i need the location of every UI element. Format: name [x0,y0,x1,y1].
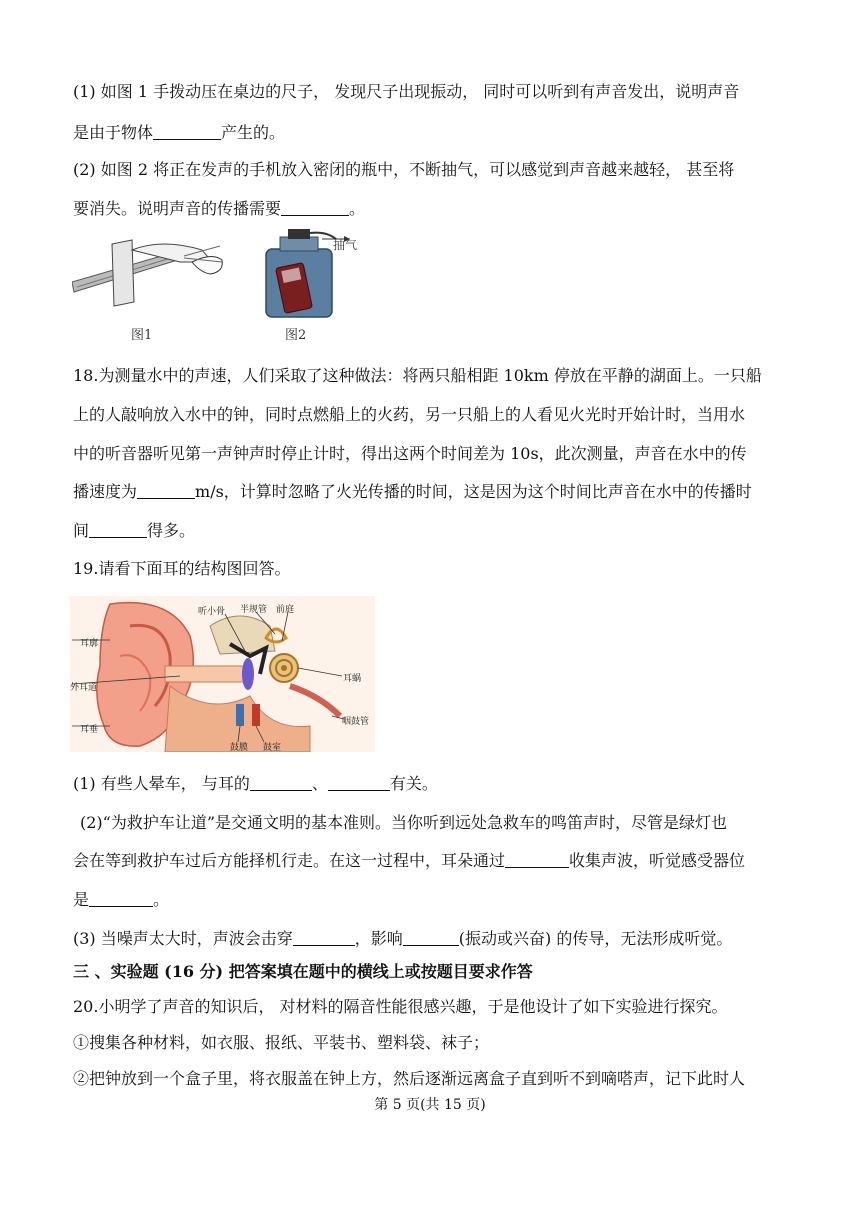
ear-label-eardrum: 鼓膜 [230,743,249,753]
q18-text-a: 播速度为 [73,482,138,501]
answer-blank[interactable] [293,929,355,946]
answer-blank[interactable] [137,482,195,499]
answer-blank[interactable] [89,890,153,907]
figure-1-caption: 图1 [131,328,153,343]
q17-p2-text-b: 。 [349,199,366,218]
answer-blank[interactable] [281,199,349,216]
answer-blank[interactable] [153,123,221,140]
q18-text-d: 得多。 [147,521,196,540]
figure-2-caption: 图2 [285,328,307,343]
q19-p1 [73,774,438,794]
q20-line3: ②把钟放到一个盒子里，将衣服盖在钟上方，然后逐渐远离盒子直到听不到嘀嗒声，记下此时人 [73,1069,746,1088]
q17-p2-line2 [73,199,365,219]
q19-p2-line3 [73,890,169,910]
q18-line2: 上的人敲响放入水中的钟，同时点燃船上的火药，另一只船上的人看见火光时开始计时，当用水 [73,405,746,424]
ear-label-eustachian: 咽鼓管 [342,717,370,727]
ear-label-canal: 外耳道 [70,683,98,693]
ear-label-auricle: 耳廓 [80,639,99,649]
q20-line1: 20.小明学了声音的知识后， 对材料的隔音性能很感兴趣，于是他设计了如下实验进行探究。 [73,997,728,1016]
ear-label-cochlea: 耳蜗 [343,674,362,684]
q17-p2-line1: (2) 如图 2 将正在发声的手机放入密闭的瓶中，不断抽气，可以感觉到声音越来越轻， 甚至将 [73,160,735,179]
section-3-heading: 三 、实验题 (16 分) 把答案填在题中的横线上或按题目要求作答 [73,962,533,981]
q18-text-b: m/s，计算时忽略了火光传播的时间，这是因为这个时间比声音在水中的传播时 [195,482,752,501]
q17-p1-line2 [73,123,285,143]
answer-blank[interactable] [89,521,147,538]
q19-p1-text-b: 、 [311,774,328,793]
q17-p1-text-a: 是由于物体 [73,123,154,142]
answer-blank[interactable] [328,774,390,791]
q19-p2-text-b: 收集声波，听觉感受器位 [569,851,746,870]
q19-p2-text-a: 会在等到救护车过后方能择机行走。在这一过程中，耳朵通过 [73,851,506,870]
q18-line1: 18.为测量水中的声速，人们采取了这种做法：将两只船相距 10km 停放在平静的湖面上。一只船 [73,366,762,385]
q19-p2-text-d: 。 [153,890,170,909]
q19-p3-text-c: (振动或兴奋) 的传导，无法形成听觉。 [458,929,733,948]
ear-label-vestibule: 前庭 [276,605,295,615]
q19-p2-line2 [73,851,745,871]
q19-title: 19.请看下面耳的结构图回答。 [73,559,291,578]
q19-p1-text-c: 有关。 [389,774,438,793]
figure-1-ruler-image [72,232,232,312]
answer-blank[interactable] [505,851,569,868]
q18-line4 [73,482,752,502]
answer-blank[interactable] [250,774,312,791]
ear-label-tympanic: 鼓室 [263,743,282,753]
q18-text-c: 间 [73,521,90,540]
q17-p1-line1: (1) 如图 1 手拨动压在桌边的尺子， 发现尺子出现振动， 同时可以听到有声音发出，说明声音 [73,82,740,101]
ear-structure-diagram [70,596,375,752]
q19-p3-text-a: (3) 当噪声太大时，声波会击穿 [73,929,293,948]
q17-p1-text-b: 产生的。 [221,123,286,142]
answer-blank[interactable] [403,929,459,946]
q18-line3: 中的听音器听见第一声钟声时停止计时，得出这两个时间差为 10s，此次测量，声音在水中的传 [73,444,747,463]
ear-label-semicircular: 半规管 [240,605,268,615]
q18-line5 [73,521,195,541]
q20-line2: ①搜集各种材料，如衣服、报纸、平装书、塑料袋、袜子； [73,1033,490,1052]
q19-p1-text-a: (1) 有些人晕车， 与耳的 [73,774,250,793]
q17-p2-text-a: 要消失。说明声音的传播需要 [73,199,282,218]
q19-p3-text-b: ，影响 [354,929,403,948]
ear-label-lobe: 耳垂 [80,725,99,735]
figure-2-pump-label: 抽气 [333,238,358,252]
q19-p2-line1: (2)“为救护车让道”是交通文明的基本准则。当你听到远处急救车的鸣笛声时，尽管是绿灯也 [80,813,728,832]
page-footer: 第 5 页(共 15 页) [374,1097,486,1113]
q19-p2-text-c: 是 [73,890,90,909]
q19-p3 [73,929,732,949]
ear-label-ossicles: 听小骨 [198,607,226,617]
